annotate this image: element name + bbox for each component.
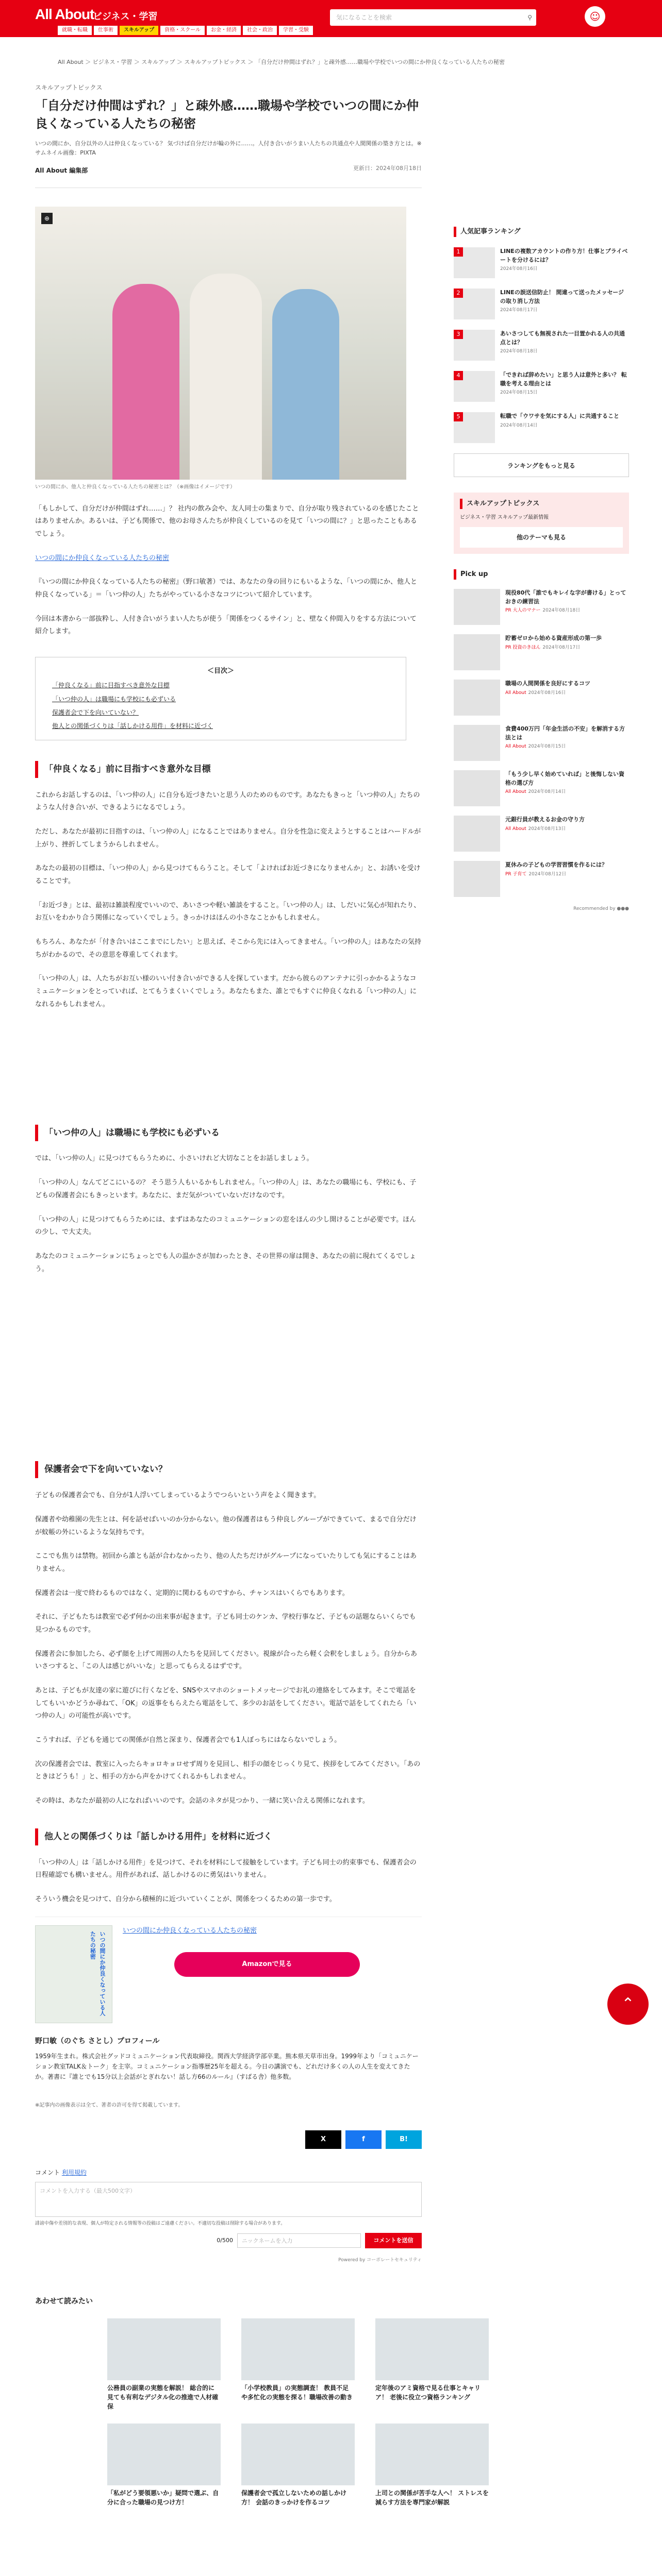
section-heading: 他人との関係づくりは「話しかける用件」を材料に近づく xyxy=(35,1828,422,1845)
pickup-item-title[interactable]: 元銀行員が教えるお金の守り方 xyxy=(505,816,585,823)
ranking-item[interactable] xyxy=(454,289,629,319)
paragraph: 「いつ仲の人」なんてどこにいるの？ そう思う人もいるかもしれません。「いつ仲の人」は、あなたの職場にも、学校にも、子どもの保護者会にもきっといます。あなたに、まだ気がついていないだけなのです。 xyxy=(35,1179,417,1199)
nav-item[interactable]: 社会・政治 xyxy=(243,26,277,35)
nav-item[interactable]: 就職・転職 xyxy=(58,26,92,35)
ranking-item-date: 2024年08月18日 xyxy=(500,349,538,354)
paragraph: 保護者会は一度で終わるものではなく、定期的に関わるものですから、チャンスはいくらでもあります。 xyxy=(35,1589,349,1597)
pickup-item-title[interactable]: 貯蓄ゼロから始める資産形成の第一歩 xyxy=(505,635,602,641)
ranking-thumb[interactable] xyxy=(454,289,495,319)
ranking-item[interactable] xyxy=(454,412,629,443)
ranking-item-date: 2024年08月14日 xyxy=(500,422,538,428)
paragraph xyxy=(35,552,422,565)
profile-text: 1959年生まれ。株式会社グッドコミュニケーション代表取締役。関西大学経済学部卒業。熊本県天草市出身。1999年より「コミュニケーション教室TALK＆トーク」を主宰。コミュニケーション指導歴25年を超える。今日の講演でも、どれだけ多くの人の人生を変えてきたか。著書に『誰とでも15分以上会話がとぎれない！話し方66のルール』（すばる舎）他多数。 xyxy=(35,2052,419,2081)
related-item[interactable] xyxy=(375,2318,489,2411)
terms-link[interactable]: 利用規約 xyxy=(61,2168,87,2176)
pickup-source: All About xyxy=(505,690,526,696)
paragraph: こうすれば、子どもを通じての関係が自然と深まり、保護者会でも1人ぼっちにはならないでしょう。 xyxy=(35,1736,341,1744)
paragraph: ただし、あなたが最初に目指すのは、「いつ仲の人」になることではありません。自分を性急に変えようとすることはハードルが上がり、挫折してしまうからしれません。 xyxy=(35,827,421,849)
pickup-powered: Recommended by ●●● xyxy=(573,906,629,911)
ranking-item-date: 2024年08月17日 xyxy=(500,308,538,313)
related-thumb[interactable] xyxy=(107,2318,221,2380)
nav-item[interactable]: お金・経済 xyxy=(207,26,241,35)
user-icon[interactable]: ☺ xyxy=(585,6,605,27)
rank-number: 5 xyxy=(454,412,463,421)
ranking-item[interactable] xyxy=(454,371,629,402)
related-thumb[interactable] xyxy=(375,2318,489,2380)
ranking-item[interactable] xyxy=(454,247,629,278)
pickup-date: 2024年08月13日 xyxy=(528,826,566,832)
section-heading: 保護者会で下を向いていない？ xyxy=(35,1461,422,1478)
pickup-item[interactable] xyxy=(454,680,629,716)
section-heading: 「仲良くなる」前に目指すべき意外な目標 xyxy=(35,761,422,778)
paragraph: そういう機会を見つけて、自分から積極的に近づいていくことが、関係をつくるための第一歩です。 xyxy=(35,1895,336,1904)
skill-sub[interactable]: ビジネス・学習 スキルアップ最新情報 xyxy=(460,515,549,520)
zoom-icon[interactable]: ⊕ xyxy=(41,213,53,224)
ad-space xyxy=(35,1011,422,1104)
ranking-item-title[interactable]: 転職で「ウワサを気にする人」に共通すること xyxy=(500,413,619,419)
paragraph: 「もしかして、自分だけが仲間はずれ……」？ 社内の飲み会や、友人同士の集まりで、自分が取り残されているのを感じたことはありませんか。あるいは、子ども関係で、他のお母さんたちが仲良くしているのを見て「いつの間に？」と思ったこともあるでしょう。 xyxy=(35,504,419,538)
pickup-date: 2024年08月16日 xyxy=(528,690,566,696)
paragraph: 「お近づき」とは、最初は雑談程度でいいので、あいさつや軽い雑談をすること。「いつ仲の人」は、しだいに気心が知れたり、お互いをわかり合う関係になっていくでしょう。きっかけはほんの小さなことかもしれません。 xyxy=(35,901,421,922)
pickup-item-title[interactable]: 食費400万円「年金生活の不安」を解消する方法とは xyxy=(505,725,625,741)
pickup-source: All About xyxy=(505,826,526,832)
pickup-title: Pick up xyxy=(454,569,629,580)
other-themes-button[interactable]: 他のテーマも見る xyxy=(460,527,623,548)
image-note: ※記事内の画像表示は全て、著者の許可を得て掲載しています。 xyxy=(35,2102,184,2108)
paragraph: ここでも焦りは禁物。初回から誰とも話が合わなかったり、他の人たちだけがグループになっていたりしても気にすることはありません。 xyxy=(35,1552,417,1573)
related-item[interactable] xyxy=(241,2318,355,2411)
ranking-more-button[interactable]: ランキングをもっと見る xyxy=(454,453,629,477)
pickup-date: 2024年08月14日 xyxy=(528,789,566,794)
related-item-title[interactable]: 「小学校教員」の実態調査！ 教員不足や多忙化の実態を探る！職場改善の動き xyxy=(241,2384,353,2401)
toc-item[interactable]: 保護者会で下を向いていない？ xyxy=(52,708,139,716)
pickup-source: PR 子育て xyxy=(505,871,527,877)
page-top-button[interactable]: ⌃ xyxy=(607,1984,649,2025)
article-lead: いつの間にか、自分以外の人は仲良くなっている？ 気づけば自分だけが輪の外に……。人付き合いがうまい人たちの共通点や人間関係の築き方とは。※サムネイル画像：PIXTA xyxy=(35,140,422,156)
nav-item[interactable]: 仕事術 xyxy=(94,26,118,35)
pickup-date: 2024年08月15日 xyxy=(528,744,566,749)
pickup-thumb[interactable] xyxy=(454,861,500,897)
related-item[interactable] xyxy=(107,2424,221,2507)
ranking-thumb[interactable] xyxy=(454,412,495,443)
paragraph: 子どもの保護者会でも、自分が1人浮いてしまっているようでつらいという声をよく聞きます。 xyxy=(35,1492,321,1500)
ranking-title: 人気記事ランキング xyxy=(454,227,629,237)
paragraph: 『いつの間にか仲良くなっている人たちの秘密』（野口敏著）では、あなたの身の回りにもいるような、「いつの間にか、他人と仲良くなっている」＝「いつ仲の人」たちがやっている小さなコツについて紹介しています。 xyxy=(35,578,418,599)
x-share-button[interactable]: X xyxy=(305,2130,341,2149)
pickup-source: All About xyxy=(505,744,526,749)
paragraph: それに、子どもたちは教室で必ず何かの出来事が起きます。子ども同士のケンカ、学校行事など、子どもの話題ならいくらでも見つかるものです。 xyxy=(35,1613,416,1634)
comment-notice: 誹謗中傷や差別的な表現、個人が特定される情報等の投稿はご遠慮ください。不適切な投稿は削除する場合があります。 xyxy=(35,2221,286,2227)
paragraph: あなたのコミュニケーションにちょっとでも人の温かさが加わったとき、その世界の扉は開き、あなたの前に現れてくるでしょう。 xyxy=(35,1252,416,1273)
paragraph: あなたの最初の目標は、「いつ仲の人」から見つけてもらうこと。そして「よければお近づきになりませんか」と、お誘いを受けることです。 xyxy=(35,865,421,886)
photo-person xyxy=(190,274,262,480)
nav-item[interactable]: 資格・スクール xyxy=(160,26,205,35)
pickup-item[interactable] xyxy=(454,861,629,897)
search-input[interactable] xyxy=(330,9,536,26)
paragraph: 今回は本書から一部抜粋し、人付き合いがうまい人たちが使う「関係をつくるサイン」と、壁なく仲間入りをする方法について紹介します。 xyxy=(35,615,417,636)
site-logo[interactable]: All About xyxy=(35,6,94,22)
photo-person xyxy=(272,289,339,480)
pickup-item[interactable] xyxy=(454,816,629,852)
related-item-title[interactable]: 公務員の副業の実態を解説！ 総合的に見ても有利なデジタル化の推進で人材確保 xyxy=(107,2384,219,2410)
ranking-thumb[interactable] xyxy=(454,247,495,278)
rank-number: 3 xyxy=(454,330,463,339)
book-cover[interactable]: いつの間にか仲良くなっている人たちの秘密 xyxy=(35,1925,112,2023)
rank-number: 1 xyxy=(454,247,463,257)
article-date: 更新日：2024年08月18日 xyxy=(353,165,422,172)
article-hero-image[interactable] xyxy=(35,207,406,480)
pickup-item[interactable] xyxy=(454,725,629,761)
pickup-source: All About xyxy=(505,789,526,794)
related-item-title[interactable]: 上司との関係が苦手な人へ！ ストレスを減らす方法を専門家が解説 xyxy=(375,2489,489,2506)
pickup-date: 2024年08月18日 xyxy=(542,608,581,613)
related-item-title[interactable]: 定年後のアミ資格で見る仕事とキャリア！ 老後に役立つ資格ランキング xyxy=(375,2384,481,2401)
profile-title: 野口敏（のぐち さとし）プロフィール xyxy=(35,2037,160,2045)
photo-person xyxy=(112,284,179,480)
hatena-share-button[interactable]: B! xyxy=(386,2130,422,2149)
table-of-contents xyxy=(35,657,406,740)
related-articles xyxy=(35,2296,489,2507)
nav-item-active[interactable]: スキルアップ xyxy=(120,26,158,35)
ranking-item-title[interactable]: あいさつしても無視された一目置かれる人の共通点とは？ xyxy=(500,330,625,346)
rank-number: 2 xyxy=(454,289,463,298)
amazon-button[interactable]: Amazonで見る xyxy=(174,1952,360,1977)
char-count: 0/500 xyxy=(217,2237,233,2244)
related-thumb[interactable] xyxy=(107,2424,221,2485)
pickup-item-title[interactable]: 「もう少し早く始めていれば」と後悔しない資格の選び方 xyxy=(505,771,624,786)
product-link[interactable]: いつの間にか仲良くなっている人たちの秘密 xyxy=(123,1926,257,1935)
pickup-item-title[interactable]: 現役80代「誰でもキレイな字が書ける」とっておきの練習法 xyxy=(505,589,626,605)
article-category[interactable]: スキルアップトピックス xyxy=(35,84,103,91)
related-thumb[interactable] xyxy=(375,2424,489,2485)
site-section-title[interactable]: ビジネス・学習 xyxy=(93,11,158,22)
image-caption: いつの間にか、他人と仲良くなっている人たちの秘密とは？（※画像はイメージです） xyxy=(35,484,236,490)
toc-item[interactable]: 「仲良くなる」前に目指すべき意外な目標 xyxy=(52,682,170,689)
author-profile xyxy=(35,2036,422,2082)
paragraph: 次の保護者会では、教室に入ったらキョロキョロせず周りを見回し、相手の顔をじっくり見て、挨拶をしてみてください。「あのときはどうも！」と、相手の方から声をかけてくれるかもしれません。 xyxy=(35,1760,421,1781)
pickup-date: 2024年08月12日 xyxy=(528,871,567,877)
pickup-thumb[interactable] xyxy=(454,770,500,806)
share-buttons xyxy=(35,2130,422,2149)
ad-space xyxy=(35,1276,422,1440)
pickup-date: 2024年08月17日 xyxy=(542,645,581,650)
search-placeholder: 気になることを検索 xyxy=(336,14,392,21)
paragraph: これからお話しするのは、「いつ仲の人」に自分も近づきたいと思う人のためのものです。あなたもきっと「いつ仲の人」たちのような人付き合いが、できるようになるでしょう。 xyxy=(35,791,420,812)
ranking-thumb[interactable] xyxy=(454,330,495,361)
pickup-item-title[interactable]: 夏休みの子どもの学習習慣を作るには？ xyxy=(505,861,607,868)
related-thumb[interactable] xyxy=(241,2318,355,2380)
global-nav xyxy=(58,26,313,35)
ranking-item-date: 2024年08月15日 xyxy=(500,390,538,395)
product-card xyxy=(35,1917,422,2023)
paragraph: 「いつ仲の人」は、人たちがお互い様のいい付き合いができる人を探しています。だから彼らのアンテナに引っかかるようなコミュニケーションをとっていれば、とてもうまくいくでしょう。あなたもまた、誰とでもすぐに仲良くなれる「いつ仲の人」になれるかもしれません。 xyxy=(35,975,417,1008)
pickup-item-title[interactable]: 職場の人間関係を良好にするコツ xyxy=(505,680,590,687)
toc-item[interactable]: 「いつ仲の人」は職場にも学校にも必ずいる xyxy=(52,695,176,703)
related-thumb[interactable] xyxy=(241,2424,355,2485)
ranking-item-title[interactable]: LINEの誤送信防止！ 間違って送ったメッセージの取り消し方法 xyxy=(500,289,624,304)
pickup-item[interactable] xyxy=(454,634,629,670)
comment-submit-button[interactable]: コメントを送信 xyxy=(365,2233,422,2248)
ranking-item-title[interactable]: 「できれば辞めたい」と思う人は意外と多い？ 転職を考える理由とは xyxy=(500,371,627,387)
paragraph: あとは、子どもが友達の家に遊びに行くなどを、SNSやスマホのショートメッセージでお礼の連絡をしてみます。そこで電話をしてもいいかどうか尋ねて、「OK」の返事をもらえたら電話をして、多少のお話をしてください。電話で話をしてくれたら「いつ仲の人」の可能性が高いです。 xyxy=(35,1687,417,1720)
ranking-item[interactable] xyxy=(454,330,629,361)
article-author[interactable]: All About 編集部 xyxy=(35,167,88,175)
toc-title: ＜目次＞ xyxy=(207,667,234,675)
pickup-thumb[interactable] xyxy=(454,680,500,716)
skill-title[interactable]: スキルアップトピックス xyxy=(460,499,623,509)
pickup-source: PR 投資のきほん xyxy=(505,645,541,650)
breadcrumb[interactable]: All About ＞ ビジネス・学習 ＞ スキルアップ ＞ スキルアップトピックス ＞ 「自分だけ仲間はずれ？」と疎外感……職場や学校でいつの間にか仲良くなっている人たちの秘密 xyxy=(58,59,505,65)
related-title: あわせて読みたい xyxy=(35,2297,93,2306)
ranking-thumb[interactable] xyxy=(454,371,495,402)
pickup-thumb[interactable] xyxy=(454,589,500,625)
article-body xyxy=(35,503,422,1906)
nickname-input[interactable]: ニックネームを入力 xyxy=(237,2233,361,2248)
paragraph: その時は、あなたが最初の人になればいいのです。会話のネタが見つかり、一緒に笑い合える関係になれます。 xyxy=(35,1797,369,1805)
paragraph: もちろん、あなたが「付き合いはここまでにしたい」と思えば、そこから先には入ってきません。「いつ仲の人」はあなたの気持ちがわかるので、その意思を尊重してくれます。 xyxy=(35,938,422,959)
comment-label: コメント xyxy=(35,2168,60,2176)
related-item-title[interactable]: 「私がどう要領悪いか」疑問で選ぶ、自分に合った職場の見つけ方！ xyxy=(107,2489,219,2506)
comment-input[interactable]: コメントを入力する（最大500文字） xyxy=(35,2182,422,2217)
ranking-item-date: 2024年08月16日 xyxy=(500,266,538,272)
comment-section xyxy=(35,2167,422,2265)
related-item[interactable] xyxy=(241,2424,355,2507)
paragraph: 「いつ仲の人」は「話しかける用件」を見つけて、それを材料にして接触をしています。子ども同士の約束事でも、保護者会の日程確認でも構いません。用件があれば、話しかけるのに勇気はいりません。 xyxy=(35,1858,417,1879)
related-item[interactable] xyxy=(375,2424,489,2507)
paragraph: 保護者や幼稚園の先生とは、何を話せばいいのか分からない。他の保護者はもう仲良しグループができていて、まるで自分だけが蚊帳の外にいるような気持ちです。 xyxy=(35,1515,417,1536)
book-link[interactable]: いつの間にか仲良くなっている人たちの秘密 xyxy=(35,554,170,562)
pickup-source: PR 大人のマナー xyxy=(505,608,541,613)
section-heading: 「いつ仲の人」は職場にも学校にも必ずいる xyxy=(35,1125,422,1142)
related-item[interactable] xyxy=(107,2318,221,2411)
comment-powered: Powered by コーポレートセキュリティ xyxy=(338,2258,422,2263)
skill-topics-box xyxy=(454,493,629,554)
pickup-thumb[interactable] xyxy=(454,816,500,852)
article-title: 「自分だけ仲間はずれ？」と疎外感……職場や学校でいつの間にか仲良くなっている人たちの秘密 xyxy=(35,98,419,131)
related-item-title[interactable]: 保護者会で孤立しないための話しかけ方！ 会話のきっかけを作るコツ xyxy=(241,2489,347,2506)
pickup-item[interactable] xyxy=(454,589,629,625)
paragraph: 「いつ仲の人」に見つけてもらうためには、まずはあなたのコミュニケーションの窓をほんの少し開けることが必要です。ほんの少し、で大丈夫。 xyxy=(35,1215,417,1236)
pickup-thumb[interactable] xyxy=(454,634,500,670)
facebook-share-button[interactable]: f xyxy=(345,2130,382,2149)
search-icon[interactable]: ⚲ xyxy=(527,14,532,21)
site-header xyxy=(0,0,662,37)
paragraph: 保護者会に参加したら、必ず顔を上げて周囲の人たちを見回してください。視線が合ったら軽く会釈をしましょう。自分からあいさつすると、「この人は感じがいいな」と思ってもらえるはずです。 xyxy=(35,1650,418,1671)
rank-number: 4 xyxy=(454,371,463,380)
toc-item[interactable]: 他人との関係づくりは「話しかける用件」を材料に近づく xyxy=(52,722,213,730)
pickup-item[interactable] xyxy=(454,770,629,806)
paragraph: では、「いつ仲の人」に見つけてもらうために、小さいけれど大切なことをお話しましょう。 xyxy=(35,1155,313,1163)
ranking-item-title[interactable]: LINEの複数アカウントの作り方！仕事とプライベートを分けるには？ xyxy=(500,248,628,263)
nav-item[interactable]: 学習・受験 xyxy=(279,26,313,35)
pickup-thumb[interactable] xyxy=(454,725,500,761)
sidebar xyxy=(454,227,629,913)
